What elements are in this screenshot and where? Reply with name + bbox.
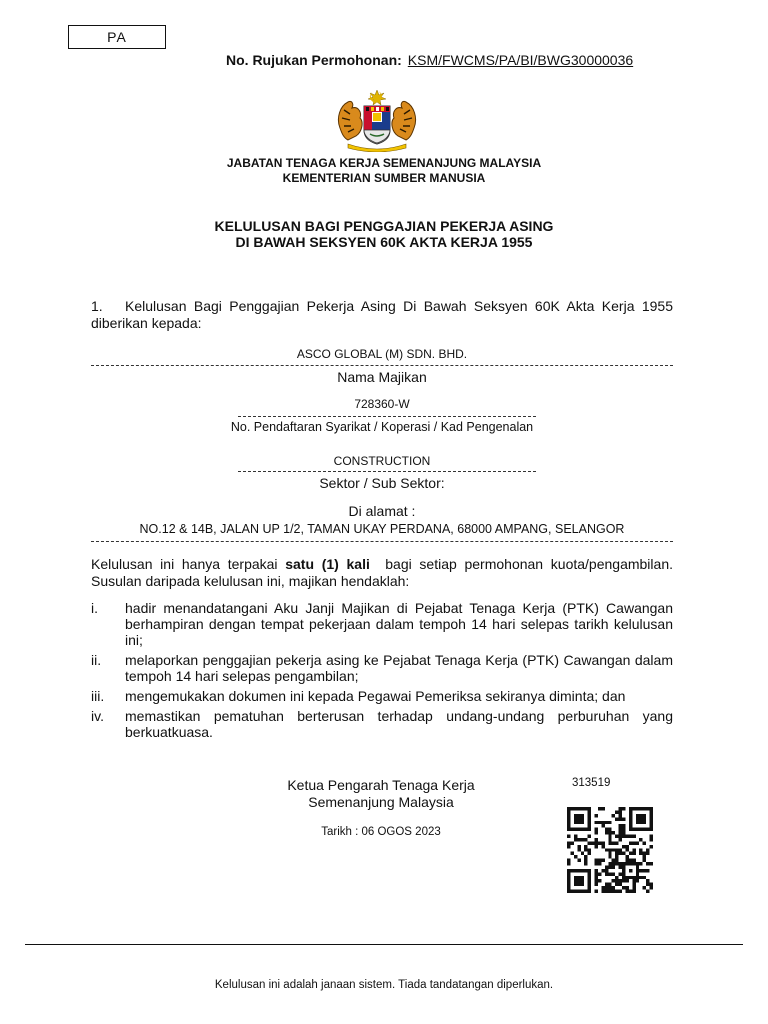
signatory-title: Ketua Pengarah Tenaga Kerja	[287, 777, 475, 793]
intro-paragraph	[91, 298, 673, 332]
ministry-name: KEMENTERIAN SUMBER MANUSIA	[282, 171, 486, 185]
qr-code-icon	[565, 807, 655, 893]
list-item	[91, 652, 673, 684]
document-subtitle: DI BAWAH SEKSYEN 60K AKTA KERJA 1955	[235, 234, 533, 250]
list-item-text: memastikan pematuhan berterusan terhadap undang-undang perburuhan yang berkuatkuasa.	[125, 708, 673, 740]
address-divider	[91, 541, 673, 542]
conditions-intro	[91, 556, 673, 590]
footer-divider	[25, 944, 743, 945]
list-item-number: iv.	[91, 708, 104, 724]
intro-text-line1: Kelulusan Bagi Penggajian Pekerja Asing Di Bawah Seksyen 60K Akta Kerja 1955	[125, 298, 673, 314]
sector-label: Sektor / Sub Sektor:	[319, 475, 445, 491]
reference-label: No. Rujukan Permohonan:	[226, 52, 402, 68]
reference-number	[226, 52, 633, 68]
reference-value: KSM/FWCMS/PA/BI/BWG30000036	[407, 52, 634, 68]
list-item-text: mengemukakan dokumen ini kepada Pegawai Pemeriksa sekiranya diminta; dan	[125, 688, 626, 704]
list-item	[91, 600, 673, 648]
list-item-number: iii.	[91, 688, 105, 704]
address-value: NO.12 & 14B, JALAN UP 1/2, TAMAN UKAY PERDANA, 68000 AMPANG, SELANGOR	[139, 522, 625, 536]
signatory-block	[250, 777, 512, 811]
intro-text-line2: diberikan kepada:	[91, 315, 202, 331]
list-item-text: hadir menandatangani Aku Janji Majikan di Pejabat Tenaga Kerja (PTK) Cawangan berhampiran dengan tempat pekerjaan dalam tempoh 14 hari selepas tarikh kelulusan ini;	[125, 600, 673, 648]
conditions-intro-after: bagi setiap permohonan kuota/pengambilan.	[369, 556, 673, 572]
employer-name-value: ASCO GLOBAL (M) SDN. BHD.	[296, 347, 468, 361]
employer-divider	[91, 365, 673, 366]
employer-name-label: Nama Majikan	[337, 369, 427, 385]
intro-number: 1.	[91, 298, 103, 314]
qr-number: 313519	[572, 777, 611, 789]
list-item-text: melaporkan penggajian pekerja asing ke Pejabat Tenaga Kerja (PTK) Cawangan dalam tempoh 14 hari selepas pengambilan;	[125, 652, 673, 684]
conditions-intro-line2: Susulan daripada kelulusan ini, majikan hendaklah:	[91, 573, 410, 589]
list-item	[91, 688, 673, 704]
conditions-intro-bold: satu (1) kali	[285, 556, 370, 572]
issue-date: Tarikh : 06 OGOS 2023	[321, 826, 441, 838]
registration-divider	[238, 416, 536, 417]
sector-divider	[238, 471, 536, 472]
registration-value: 728360-W	[354, 397, 410, 411]
document-title: KELULUSAN BAGI PENGGAJIAN PEKERJA ASING	[214, 218, 554, 234]
footer-note: Kelulusan ini adalah janaan sistem. Tiada tandatangan diperlukan.	[214, 979, 554, 991]
registration-label: No. Pendaftaran Syarikat / Koperasi / Kad Pengenalan	[230, 420, 534, 434]
list-item	[91, 708, 673, 740]
sector-value: CONSTRUCTION	[333, 454, 431, 468]
department-name: JABATAN TENAGA KERJA SEMENANJUNG MALAYSIA	[226, 156, 542, 170]
address-label: Di alamat :	[348, 503, 416, 519]
conditions-intro-before: Kelulusan ini hanya terpakai	[91, 556, 286, 572]
malaysia-coat-of-arms-icon	[334, 88, 420, 152]
list-item-number: i.	[91, 600, 98, 616]
conditions-list	[91, 600, 673, 744]
list-item-number: ii.	[91, 652, 102, 668]
document-code-box: PA	[68, 25, 166, 49]
signatory-region: Semenanjung Malaysia	[308, 794, 454, 810]
